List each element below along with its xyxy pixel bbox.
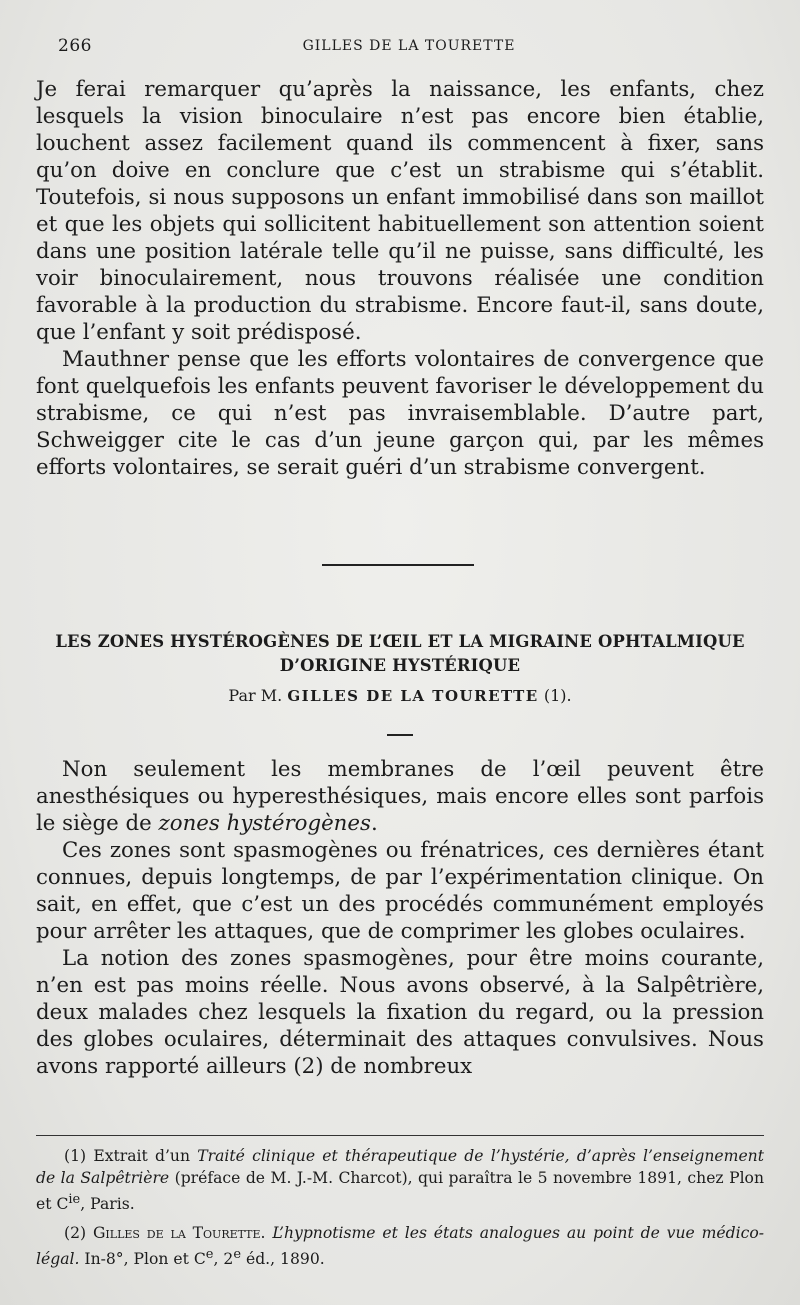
superscript: e	[205, 1247, 214, 1263]
emphasis: zones hystérogènes	[158, 811, 371, 836]
article-body	[36, 756, 764, 1080]
text-run: Non seulement les membranes de l’œil peuvent être anesthésiques ou hyperesthésiques, mais encore elles sont parfois le siège de	[36, 757, 764, 836]
superscript: ie	[68, 1192, 81, 1207]
section-divider	[322, 564, 474, 566]
paragraph: Je ferai remarquer qu’après la naissance, les enfants, chez lesquels la vision binoculaire n’est pas encore bien établie, louchent assez facilement quand ils commencent à fixer, sans qu’on doive en conclure que c’est un strabisme qui s’établit. Toutefois, si nous supposons un enfant immobilisé dans son maillot et que les objets qui sollicitent habituellement son attention soient dans une position latérale telle qu’il ne puisse, sans difficulté, les voir binoculairement, nous trouvons réalisée une condition favorable à la production du strabisme. Encore faut-il, sans doute, que l’enfant y soit prédisposé.	[36, 77, 764, 345]
byline-prefix: Par M.	[228, 686, 283, 705]
title-dash	[387, 734, 413, 736]
article-title	[20, 630, 780, 678]
text-run: , 2	[213, 1250, 234, 1269]
page-number: 266	[58, 36, 92, 56]
byline-author: GILLES DE LA TOURETTE	[287, 687, 539, 705]
byline	[0, 686, 800, 705]
article-title-line: LES ZONES HYSTÉROGÈNES DE L’ŒIL ET LA MIGRAINE OPHTALMIQUE	[55, 632, 745, 651]
paragraph: Mauthner pense que les efforts volontaires de convergence que font quelquefois les enfants peuvent favoriser le développement du strabisme, ce qui n’est pas invraisemblable. D’autre part, Schweigger cite le cas d’un jeune garçon qui, par les mêmes efforts volontaires, se serait guéri d’un strabisme convergent.	[36, 347, 764, 480]
emphasis: Traité clinique et thérapeutique de l’hystérie, d’après l’enseignement de la Salpêtrière	[36, 1147, 764, 1187]
paragraph	[36, 756, 764, 837]
text-run: In-8°, Plon et C	[79, 1250, 206, 1269]
paragraph: La notion des zones spasmogènes, pour être moins courante, n’en est pas moins réelle. Nous avons observé, à la Salpêtrière, deux malades chez lesquels la fixation du regard, ou la pression des globes oculaires, déterminait des attaques convulsives. Nous avons rapporté ailleurs (2) de nombreux	[36, 946, 764, 1079]
paragraph: Ces zones sont spasmogènes ou frénatrices, ces dernières étant connues, depuis longtemps, de par l’expérimentation clinique. On sait, en effet, que c’est un des procédés communément employés pour arrêter les attaques, que de comprimer les globes oculaires.	[36, 838, 764, 944]
footnote-rule	[36, 1135, 764, 1136]
running-title: GILLES DE LA TOURETTE	[302, 38, 516, 54]
footnote-author: Gilles de la Tourette.	[92, 1223, 266, 1242]
text-run: (préface de M. J.-M. Charcot), qui paraîtra le 5 novembre 1891, chez Plon et C	[36, 1168, 764, 1214]
section-continuation	[36, 76, 764, 481]
text-run: Extrait d’un	[86, 1147, 198, 1165]
text-run: , Paris.	[80, 1195, 135, 1214]
emphasis: L’hypnotisme et les états analogues au point de vue médico-légal.	[36, 1223, 765, 1269]
footnote-number: (1)	[64, 1147, 87, 1165]
superscript: e	[233, 1247, 242, 1263]
text-run: éd., 1890.	[241, 1250, 325, 1269]
footnotes	[36, 1146, 764, 1271]
footnote-1	[36, 1146, 764, 1216]
byline-note: (1).	[543, 686, 572, 705]
footnote-2	[36, 1223, 764, 1271]
footnote-number: (2)	[64, 1223, 87, 1242]
article-title-line: D’ORIGINE HYSTÉRIQUE	[279, 656, 521, 675]
text-run: .	[370, 811, 378, 836]
running-head	[58, 36, 760, 62]
